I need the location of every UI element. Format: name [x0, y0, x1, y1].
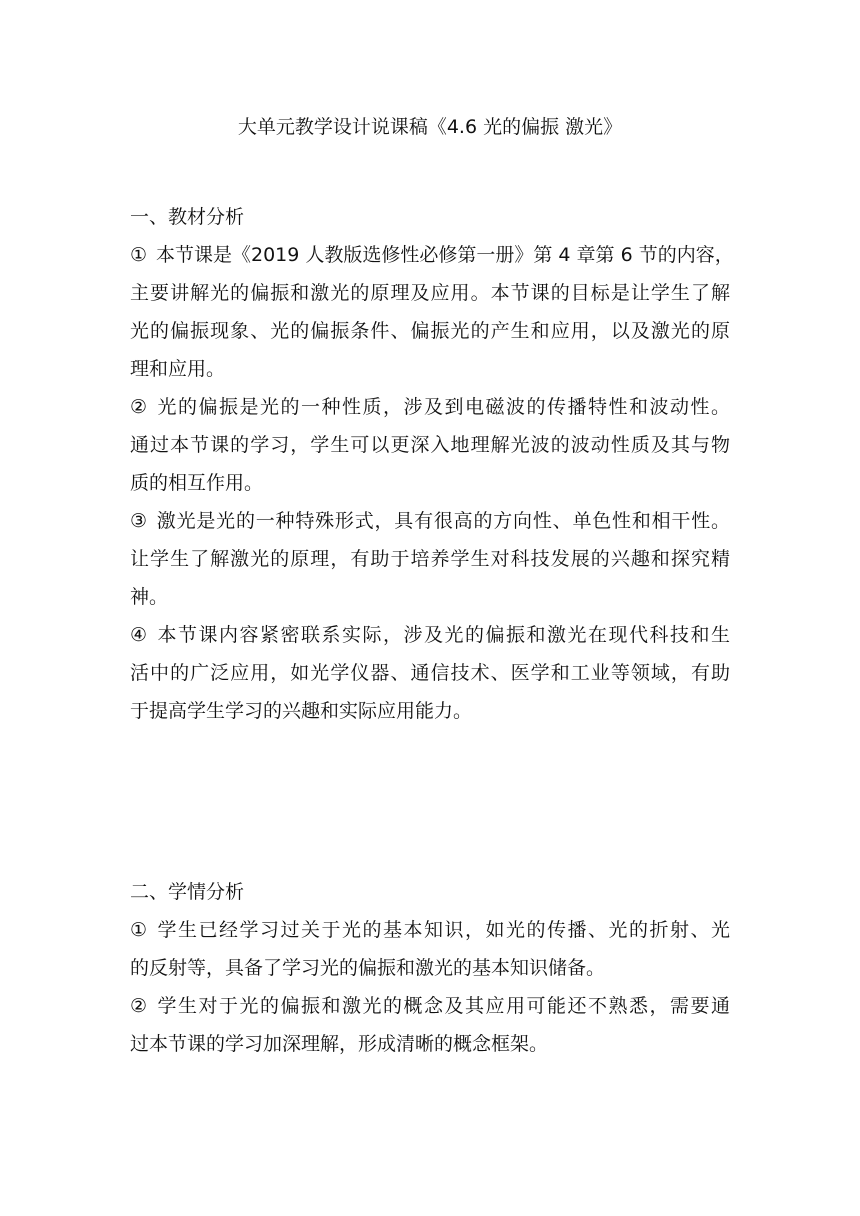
line-text: 本节课是《2019 人教版选修性必修第一册》第 4 章第 6 节的内容，: [156, 244, 734, 266]
section-heading: 一、教材分析: [130, 206, 245, 228]
paragraph-line: 过本节课的学习加深理解，形成清晰的概念框架。: [130, 1033, 549, 1055]
paragraph-marker: ①: [130, 244, 148, 266]
line-text: 光的偏振是光的一种性质，涉及到电磁波的传播特性和波动性。: [156, 396, 730, 418]
paragraph-line: 质的相互作用。: [130, 472, 264, 494]
paragraph-line: 活中的广泛应用，如光学仪器、通信技术、医学和工业等领域，有助: [130, 662, 730, 684]
line-text: 学生已经学习过关于光的基本知识，如光的传播、光的折射、光: [156, 919, 730, 941]
paragraph-marker: ②: [130, 995, 148, 1017]
paragraph-line: [130, 502, 730, 540]
paragraph-line: 通过本节课的学习，学生可以更深入地理解光波的波动性质及其与物: [130, 434, 730, 456]
paragraph-line: [130, 388, 730, 426]
paragraph-marker: ②: [130, 396, 148, 418]
paragraph-marker: ①: [130, 919, 148, 941]
paragraph-line: 的反射等，具备了学习光的偏振和激光的基本知识储备。: [130, 957, 606, 979]
paragraph-line: [130, 236, 734, 274]
paragraph-line: 光的偏振现象、光的偏振条件、偏振光的产生和应用，以及激光的原: [130, 320, 730, 342]
paragraph-line: 让学生了解激光的原理，有助于培养学生对科技发展的兴趣和探究精: [130, 548, 730, 570]
document-title: 大单元教学设计说课稿《4.6 光的偏振 激光》: [237, 116, 623, 138]
paragraph-line: 主要讲解光的偏振和激光的原理及应用。本节课的目标是让学生了解: [130, 282, 730, 304]
section-student-analysis: [130, 873, 730, 1063]
paragraph-marker: ④: [130, 624, 148, 646]
line-text: 学生对于光的偏振和激光的概念及其应用可能还不熟悉，需要通: [156, 995, 730, 1017]
section-textbook-analysis: [130, 198, 734, 730]
line-text: 本节课内容紧密联系实际，涉及光的偏振和激光在现代科技和生: [156, 624, 730, 646]
section-heading: 二、学情分析: [130, 881, 245, 903]
paragraph-marker: ③: [130, 510, 148, 532]
paragraph-line: [130, 987, 730, 1025]
paragraph-line: [130, 616, 730, 654]
paragraph-line: 于提高学生学习的兴趣和实际应用能力。: [130, 700, 473, 722]
paragraph-line: [130, 911, 730, 949]
paragraph-line: 理和应用。: [130, 358, 226, 380]
paragraph-line: 神。: [130, 586, 169, 608]
line-text: 激光是光的一种特殊形式，具有很高的方向性、单色性和相干性。: [156, 510, 730, 532]
